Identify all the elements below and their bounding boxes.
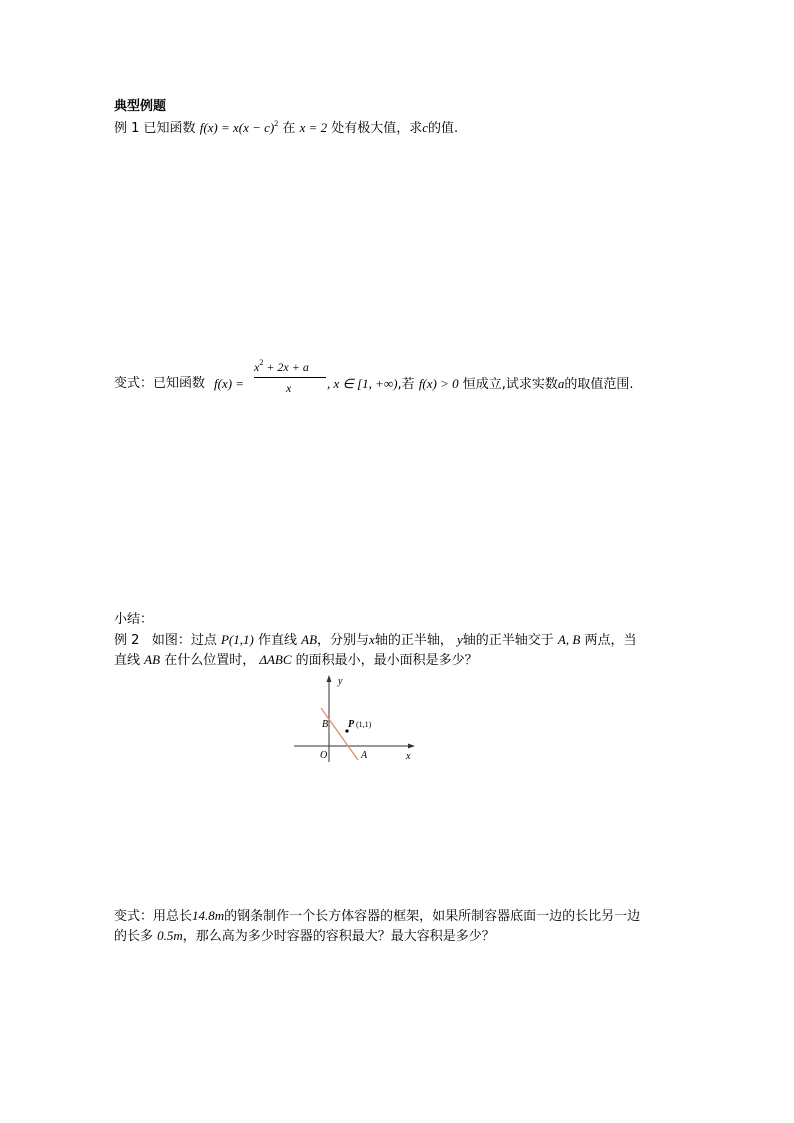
variant-2-line-1: 变式：用总长14.8m的钢条制作一个长方体容器的框架，如果所制容器底面一边的长比另一边 — [114, 908, 641, 924]
variant-1-end: 的取值范围. — [564, 377, 634, 392]
x-axis-label: x — [406, 751, 411, 762]
variant-1-rest — [327, 376, 634, 393]
variant-1-numerator: $x^2 + 2x + a$ — [254, 358, 309, 374]
variant-2-label: 变式： — [114, 909, 154, 924]
variant-1-fraction — [254, 360, 326, 400]
example-2-line-2: 直线 AB 在什么位置时， ΔABC 的面积最小，最小面积是多少？ — [114, 652, 478, 668]
variant-1-pre: 已知函数 — [153, 376, 206, 391]
variant-1-domain: , x ∈ [1, +∞) — [327, 376, 398, 391]
point-a-label: A — [361, 750, 368, 761]
variant-1-lhs: f(x) = — [214, 376, 245, 391]
variant-1-mid: ,若 — [397, 377, 415, 392]
example-1-label: 例 1 — [114, 121, 140, 136]
variant-2-difference: 0.5m — [157, 928, 183, 943]
example-1-var: c — [422, 120, 429, 135]
example-2-line: AB — [301, 632, 318, 647]
coordinate-figure — [286, 672, 420, 766]
example-1 — [114, 120, 458, 137]
example-1-condition: x = 2 — [299, 120, 328, 135]
point-b-label: B — [322, 719, 329, 730]
example-2-line-1: 例 2 如图：过点 P(1,1) 作直线 AB，分别与x轴的正半轴， y轴的正半轴交于 A, B 两点，当 — [114, 632, 637, 648]
variant-1-post: 恒成立,试求实数 — [462, 377, 558, 392]
example-1-mid: 在 — [282, 121, 296, 136]
example-1-function: f(x) = x(x − c) — [199, 120, 275, 135]
origin-label: O — [320, 750, 328, 761]
example-1-pre: 已知函数 — [143, 121, 196, 136]
y-axis-arrow — [327, 675, 332, 682]
variant-1-denominator: x — [286, 381, 292, 395]
example-1-post: 处有极大值，求 — [331, 121, 423, 136]
variant-1-prefix — [114, 376, 205, 392]
fraction-bar — [254, 377, 326, 378]
variant-1-condition: f(x) > 0 — [418, 376, 459, 391]
point-p-label: P — [348, 719, 355, 730]
section-heading: 典型例题 — [114, 99, 167, 114]
y-axis-label: y — [338, 676, 343, 687]
variant-1-label: 变式： — [114, 376, 154, 391]
example-1-end: 的值. — [428, 121, 459, 136]
variant-2-line-2: 的长多 0.5m，那么高为多少时容器的容积最大？最大容积是多少？ — [114, 928, 495, 944]
summary-label: 小结： — [114, 612, 154, 627]
x-axis-arrow — [408, 744, 415, 749]
point-p-coord: (1,1) — [356, 720, 372, 729]
variant-2-length: 14.8m — [192, 908, 225, 923]
example-2-point: P(1,1) — [220, 632, 254, 647]
variant-1-var: a — [557, 376, 565, 391]
example-1-exponent: 2 — [274, 119, 279, 128]
example-2-label: 例 2 — [114, 633, 140, 648]
example-2-triangle: ΔABC — [259, 652, 292, 667]
